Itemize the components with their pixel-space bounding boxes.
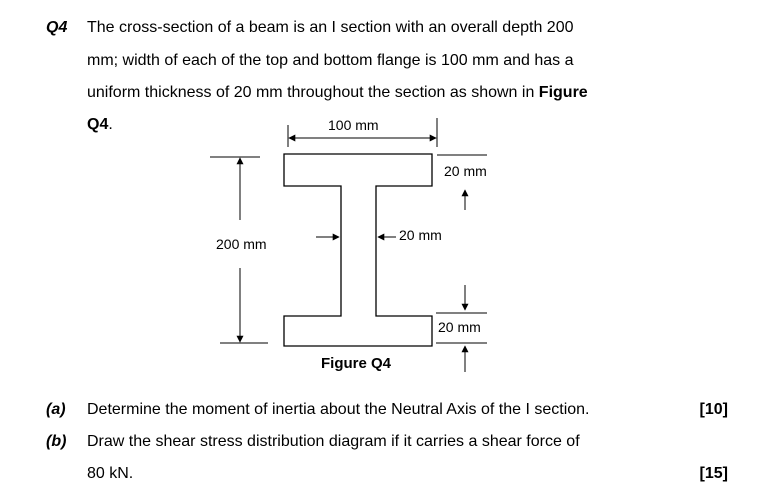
top-flange-thickness-label: 20 mm xyxy=(444,163,487,179)
figure-reference-word: Figure xyxy=(538,84,588,101)
width-label: 100 mm xyxy=(328,117,379,133)
bottom-flange-thickness-label: 20 mm xyxy=(438,319,481,335)
part-b-text-line-2: 80 kN. xyxy=(87,465,134,482)
question-line-3-text: uniform thickness of 20 mm throughout the section as shown in xyxy=(87,84,539,101)
figure-reference-number: Q4 xyxy=(87,116,109,133)
part-a-text: Determine the moment of inertia about the Neutral Axis of the I section. xyxy=(87,401,590,418)
i-section-outline xyxy=(284,154,432,346)
part-b-text-line-1: Draw the shear stress distribution diagram if it carries a shear force of xyxy=(87,433,580,450)
part-a-marks: [10] xyxy=(699,401,728,418)
depth-label: 200 mm xyxy=(216,236,267,252)
question-line-1: The cross-section of a beam is an I section with an overall depth 200 xyxy=(87,19,574,36)
web-thickness-label: 20 mm xyxy=(399,227,442,243)
part-a-label: (a) xyxy=(46,401,66,418)
part-b-marks: [15] xyxy=(699,465,728,482)
question-line-4-end: . xyxy=(108,116,113,133)
question-number: Q4 xyxy=(46,19,68,36)
question-line-2: mm; width of each of the top and bottom flange is 100 mm and has a xyxy=(87,52,574,69)
part-b-label: (b) xyxy=(46,433,67,450)
figure-caption: Figure Q4 xyxy=(321,355,392,372)
